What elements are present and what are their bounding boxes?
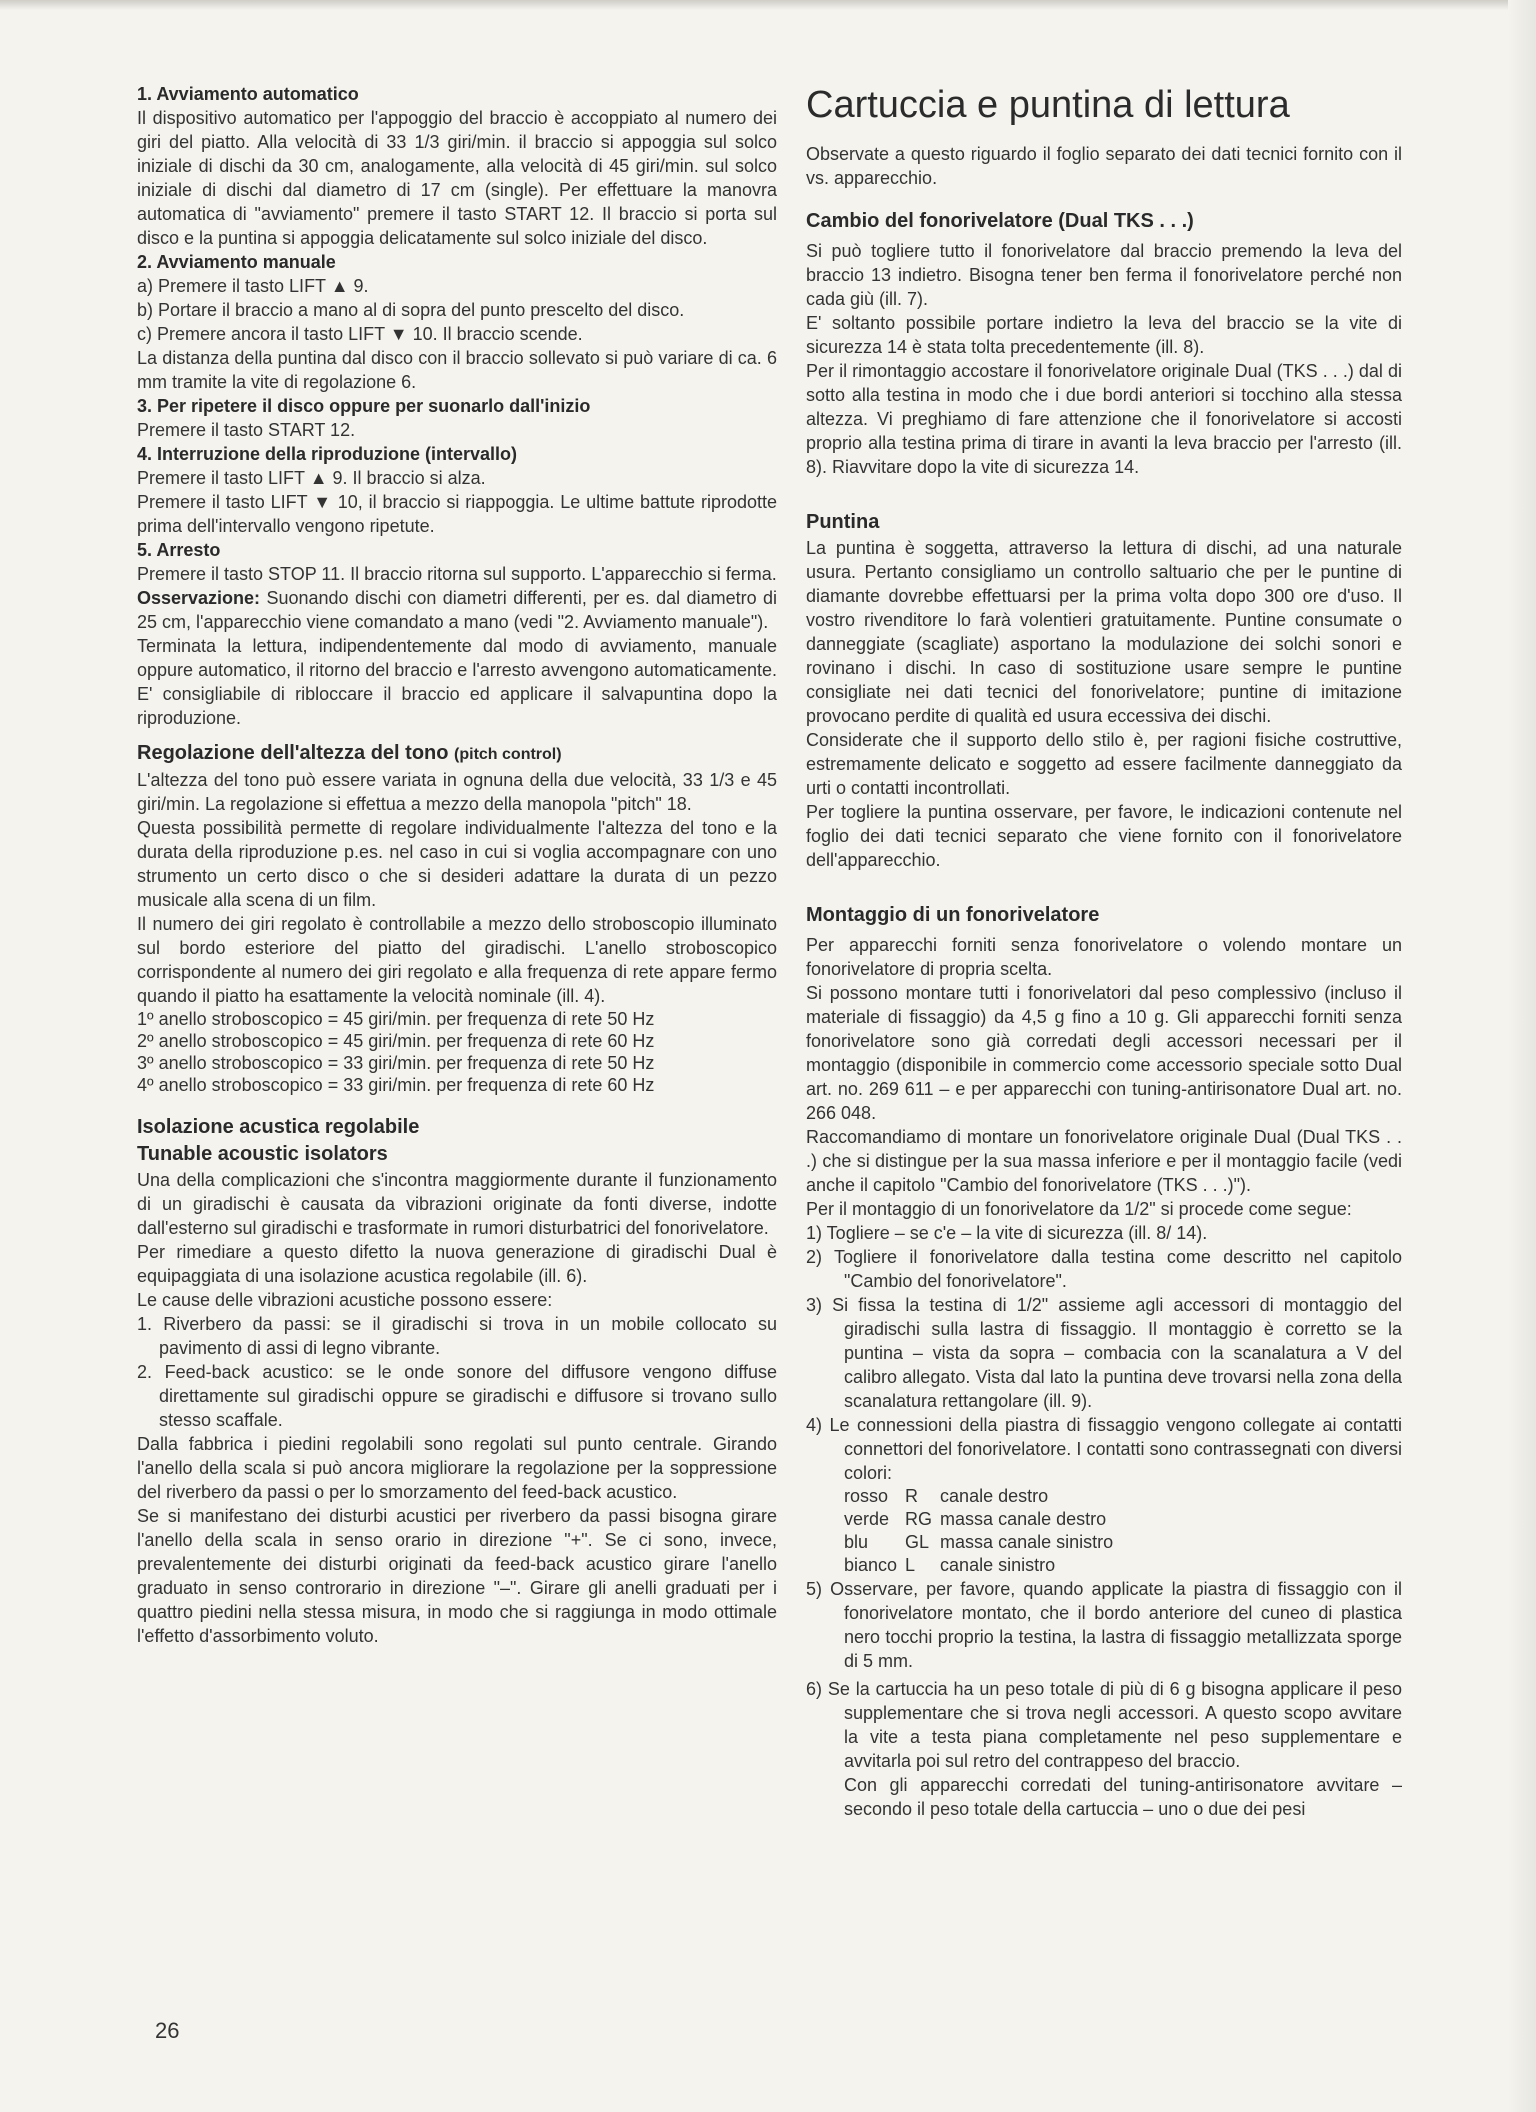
note-label: Osservazione:	[137, 588, 261, 608]
paragraph: Per il rimontaggio accostare il fonorivelatore originale Dual (TKS . . .) dal di sotto alla testina in modo che i due bordi anteriori si tocchino alla stessa altezza. Vi preghiamo di fare attenzione che il fonorivelatore si accosti proprio alla testina prima di tirare in avanti la leva braccio per l'arresto (ill. 8). Riavvitare dopo la vite di sicurezza 14.	[806, 361, 1402, 477]
paragraph: Raccomandiamo di montare un fonorivelatore originale Dual (Dual TKS . . .) che si distingue per la sua massa inferiore e per il montaggio facile (vedi anche il capitolo "Cambio del fonorivelatore (TKS . . .)").	[806, 1127, 1402, 1195]
table-row	[844, 1508, 1121, 1531]
paragraph: Per il montaggio di un fonorivelatore da 1/2" si procede come segue:	[806, 1199, 1352, 1219]
paragraph: E' soltanto possibile portare indietro la leva del braccio se la vite di sicurezza 14 è stata tolta precedentemente (ill. 8).	[806, 313, 1402, 357]
note-text: Suonando dischi con diametri differenti, per es. dal diametro di 25 cm, l'apparecchio viene comandato a mano (vedi "2. Avviamento manuale").	[137, 588, 777, 632]
paragraph: Terminata la lettura, indipendentemente dal modo di avviamento, manuale oppure automatico, il ritorno del braccio e l'arresto avvengono automaticamente. E' consigliabile di ribloccare il braccio ed applicare il salvapuntina dopo la riproduzione.	[137, 636, 777, 728]
note-paragraph	[137, 586, 777, 634]
color-desc: massa canale sinistro	[940, 1532, 1114, 1552]
color-desc: massa canale destro	[940, 1509, 1107, 1529]
section-heading-pitch	[137, 740, 777, 768]
list-item: 4) Le connessioni della piastra di fissaggio vengono collegate ai contatti connettori del fonorivelatore. I contatti sono contrassegnati con diversi colori:	[806, 1415, 1402, 1483]
section-heading-isolazione: Isolazione acustica regolabile	[137, 1116, 420, 1138]
color-desc: canale destro	[940, 1486, 1049, 1506]
paragraph: Si può togliere tutto il fonorivelatore dal braccio premendo la leva del braccio 13 indietro. Bisogna tener ben ferma il fonorivelatore perché non cada giù (ill. 7).	[806, 241, 1402, 309]
strobo-line: 1º anello stroboscopico = 45 giri/min. per frequenza di rete 50 Hz	[137, 1009, 655, 1029]
color-code: L	[905, 1555, 916, 1575]
color-code: R	[905, 1486, 919, 1506]
section-heading-cambio: Cambio del fonorivelatore (Dual TKS . . .)	[806, 210, 1194, 232]
color-desc: canale sinistro	[940, 1555, 1056, 1575]
list-item: 5) Osservare, per favore, quando applicate la piastra di fissaggio con il fonorivelatore montato, che il bordo anteriore del cuneo di plastica nero tocchi proprio la testina, la lastra di fissaggio metallizzata sporge di 5 mm.	[806, 1579, 1402, 1671]
table-row	[844, 1531, 1121, 1554]
list-item: 2) Togliere il fonorivelatore dalla testina come descritto nel capitolo "Cambio del fonorivelatore".	[806, 1247, 1402, 1291]
list-item: b) Portare il braccio a mano al di sopra del punto prescelto del disco.	[137, 300, 685, 320]
section-heading-arresto: 5. Arresto	[137, 540, 221, 560]
paragraph: Premere il tasto START 12.	[137, 420, 356, 440]
color-code-table	[844, 1485, 1121, 1577]
paragraph: Premere il tasto STOP 11. Il braccio ritorna sul supporto. L'apparecchio si ferma.	[137, 564, 777, 584]
strobo-line: 2º anello stroboscopico = 45 giri/min. per frequenza di rete 60 Hz	[137, 1031, 655, 1051]
table-row	[844, 1485, 1121, 1508]
paragraph: Per apparecchi forniti senza fonorivelatore o volendo montare un fonorivelatore di propria scelta.	[806, 935, 1402, 979]
paragraph: Le cause delle vibrazioni acustiche possono essere:	[137, 1290, 553, 1310]
paragraph: Considerate che il supporto dello stilo è, per ragioni fisiche costruttive, estremamente delicato e soggetto ad essere facilmente danneggiato da urti o contatti incontrollati.	[806, 730, 1402, 798]
paragraph: Premere il tasto LIFT ▼ 10, il braccio si riappoggia. Le ultime battute riprodotte prima dell'intervallo vengono ripetute.	[137, 492, 777, 536]
strobo-list	[137, 1008, 777, 1096]
page-number: 26	[155, 2018, 180, 2043]
page-title: Cartuccia e puntina di lettura	[806, 84, 1290, 126]
pitch-heading-text: Regolazione dell'altezza del tono	[137, 742, 449, 764]
color-name: rosso	[844, 1486, 889, 1506]
section-heading-interruzione: 4. Interruzione della riproduzione (intervallo)	[137, 444, 518, 464]
strobo-line: 3º anello stroboscopico = 33 giri/min. per frequenza di rete 50 Hz	[137, 1053, 655, 1073]
paragraph: La distanza della puntina dal disco con il braccio sollevato si può variare di ca. 6 mm tramite la vite di regolazione 6.	[137, 348, 777, 392]
paragraph: Il dispositivo automatico per l'appoggio del braccio è accoppiato al numero dei giri del piatto. Alla velocità di 33 1/3 giri/min. il braccio si appoggia sul solco iniziale di dischi da 30 cm, analogamente, alla velocità di 45 giri/min. sul solco iniziale di dischi dal diametro di 17 cm (single). Per effettuare la manovra automatica di "avviamento" premere il tasto START 12. Il braccio si porta sul disco e la puntina si appoggia delicatamente sul solco iniziale del disco.	[137, 108, 777, 248]
section-heading-tunable: Tunable acoustic isolators	[137, 1143, 388, 1165]
left-column	[137, 82, 777, 1648]
color-code: RG	[905, 1509, 933, 1529]
paragraph: Per togliere la puntina osservare, per favore, le indicazioni contenute nel foglio dei dati tecnici separato che viene fornito con il fonorivelatore dell'apparecchio.	[806, 802, 1402, 870]
color-name: blu	[844, 1532, 869, 1552]
list-item: 6) Se la cartuccia ha un peso totale di più di 6 g bisogna applicare il peso supplementare che si trova negli accessori. A questo scopo avvitare la vite a testa piana completamente nel peso supplementare e avvitarla poi sul retro del contrappeso del braccio.	[806, 1679, 1402, 1771]
paragraph: Si possono montare tutti i fonorivelatori dal peso complessivo (incluso il materiale di fissaggio) da 4,5 g fino a 10 g. Gli apparecchi forniti senza fonorivelatore sono già corredati degli accessori necessari per il montaggio (disponibile in commercio come accessorio speciale sotto Dual art. no. 269 611 – e per apparecchi con tuning-antirisonatore Dual art. no. 266 048.	[806, 983, 1402, 1123]
paragraph: Dalla fabbrica i piedini regolabili sono regolati sul punto centrale. Girando l'anello della scala si può ancora migliorare la regolazione per la soppressione del riverbero da passi o per lo smorzamento del feed-back acustico.	[137, 1434, 777, 1502]
section-heading-avviamento-manuale: 2. Avviamento manuale	[137, 252, 336, 272]
list-item: 3) Si fissa la testina di 1/2" assieme agli accessori di montaggio del giradischi sulla lastra di fissaggio. Il montaggio è corretto se la puntina – vista da sopra – combacia con la scanalatura a V del calibro allegato. Vista dal lato la puntina deve trovarsi nella zona della scanalatura rettangolare (ill. 9).	[806, 1295, 1402, 1411]
paragraph: L'altezza del tono può essere variata in ognuna della due velocità, 33 1/3 e 45 giri/min. La regolazione si effettua a mezzo della manopola "pitch" 18.	[137, 770, 777, 814]
page-top-edge	[0, 0, 1536, 10]
list-item: c) Premere ancora il tasto LIFT ▼ 10. Il braccio scende.	[137, 324, 583, 344]
paragraph: La puntina è soggetta, attraverso la lettura di dischi, ad una naturale usura. Pertanto consigliamo un controllo saltuario che per le puntine di diamante dovrebbe effettuarsi per la prima volta dopo 300 ore d'uso. Il vostro rivenditore lo farà volentieri gratuitamente. Puntine consumate o danneggiate (scagliate) asportano la modulazione dei solchi sonori e rovinano i dischi. In caso di sostituzione usare sempre le puntine consigliate nei dati tecnici del fonorivelatore; puntine di imitazione provocano perdite di qualità ed usura eccessiva dei dischi.	[806, 538, 1402, 726]
section-heading-avviamento-automatico: 1. Avviamento automatico	[137, 84, 359, 104]
color-name: bianco	[844, 1555, 898, 1575]
color-name: verde	[844, 1509, 890, 1529]
paragraph: Observate a questo riguardo il foglio separato dei dati tecnici fornito con il vs. apparecchio.	[806, 144, 1402, 188]
paragraph: Premere il tasto LIFT ▲ 9. Il braccio si alza.	[137, 468, 486, 488]
paragraph: Per rimediare a questo difetto la nuova generazione di giradischi Dual è equipaggiata di una isolazione acustica regolabile (ill. 6).	[137, 1242, 777, 1286]
list-item: 1. Riverbero da passi: se il giradischi si trova in un mobile collocato su pavimento di assi di legno vibrante.	[137, 1314, 777, 1358]
table-row	[844, 1554, 1121, 1577]
list-item: 1) Togliere – se c'e – la vite di sicurezza (ill. 8/ 14).	[806, 1223, 1208, 1243]
paragraph: Con gli apparecchi corredati del tuning-antirisonatore avvitare – secondo il peso totale della cartuccia – uno o due dei pesi	[844, 1775, 1402, 1819]
paragraph: Il numero dei giri regolato è controllabile a mezzo dello stroboscopio illuminato sul bordo esteriore del piatto del giradischi. L'anello stroboscopico corrispondente al numero dei giri regolato e alla frequenza di rete appare fermo quando il piatto ha esattamente la velocità nominale (ill. 4).	[137, 914, 777, 1006]
section-heading-ripetere: 3. Per ripetere il disco oppure per suonarlo dall'inizio	[137, 396, 591, 416]
page-right-edge	[1508, 0, 1536, 2112]
color-code: GL	[905, 1532, 930, 1552]
strobo-line: 4º anello stroboscopico = 33 giri/min. per frequenza di rete 60 Hz	[137, 1075, 655, 1095]
section-heading-puntina: Puntina	[806, 511, 880, 533]
list-item: 2. Feed-back acustico: se le onde sonore del diffusore vengono diffuse direttamente sul giradischi oppure se giradischi e diffusore si trovano sullo stesso scaffale.	[137, 1362, 777, 1430]
pitch-heading-small: (pitch control)	[454, 746, 562, 763]
section-heading-montaggio: Montaggio di un fonorivelatore	[806, 904, 1100, 926]
list-item: a) Premere il tasto LIFT ▲ 9.	[137, 276, 369, 296]
right-column	[806, 82, 1402, 1821]
paragraph: Se si manifestano dei disturbi acustici per riverbero da passi bisogna girare l'anello della scala in senso orario in direzione "+". Se ci sono, invece, prevalentemente dei disturbi originati da feed-back acustico girare l'anello graduato in senso controrario in direzione "–". Girare gli anelli graduati per i quattro piedini nella stessa misura, in modo che si raggiunga in modo ottimale l'effetto d'assorbimento voluto.	[137, 1506, 777, 1646]
paragraph: Una della complicazioni che s'incontra maggiormente durante il funzionamento di un giradischi è causata da vibrazioni originate da fonti diverse, indotte dall'esterno sul giradischi e trasformate in rumori disturbatrici del fonorivelatore.	[137, 1170, 777, 1238]
paragraph: Questa possibilità permette di regolare individualmente l'altezza del tono e la durata della riproduzione p.es. nel caso in cui si voglia accompagnare con uno strumento un certo disco o che si desideri adattare la durata di un pezzo musicale alla scena di un film.	[137, 818, 777, 910]
